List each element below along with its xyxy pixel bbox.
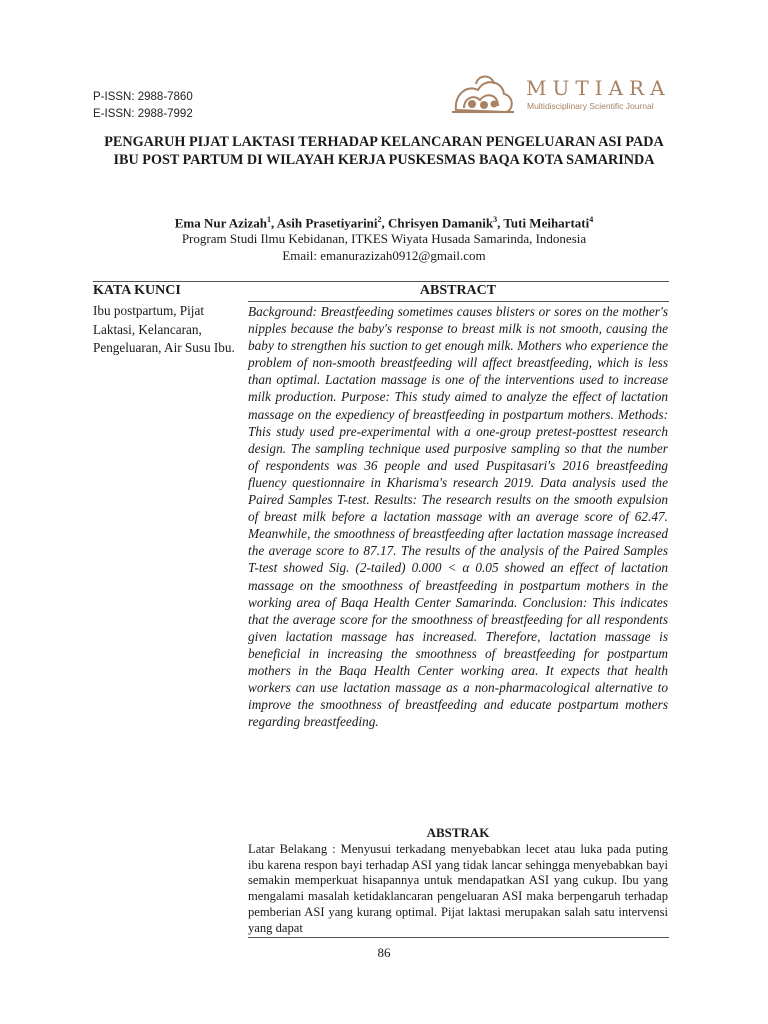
abstract-heading: ABSTRACT <box>419 283 497 298</box>
journal-subtitle: Multidisciplinary Scientific Journal <box>527 101 654 111</box>
abstrak-text: Latar Belakang : Menyusui terkadang menyebabkan lecet atau luka pada puting ibu karena respon bayi terhadap ASI yang tidak lancar sehingga menyebabkan bayi semakin memperkuat hisapannya untuk mendapatkan ASI yang cukup. Ibu yang mengalami masalah ketidaklancaran pengeluaran ASI maka berpengaruh terhadap pemberian ASI yang kurang optimal. Pijat laktasi merupakan salah satu intervensi yang dapat <box>248 842 668 935</box>
issn-block <box>93 89 193 123</box>
page-number: 86 <box>377 945 391 960</box>
author-name: Chrisyen Damanik <box>388 215 494 231</box>
author-sup: 1 <box>266 215 271 224</box>
journal-logo <box>448 70 688 118</box>
keywords-heading: KATA KUNCI <box>93 283 181 298</box>
affiliation: Program Studi Ilmu Kebidanan, ITKES Wiyata Husada Samarinda, Indonesia <box>181 231 587 246</box>
author-sup: 2 <box>377 215 382 224</box>
author-name: Ema Nur Azizah <box>174 215 267 231</box>
author-list: Ema Nur Azizah$^1$, Asih Prasetiyarini$^2$, Chrisyen Damanik$^3$, Tuti Meihartati$^4$ <box>174 215 594 231</box>
abstract-text: Background: Breastfeeding sometimes causes blisters or sores on the mother's nipples because the baby's response to breast milk is not smooth, causing the baby to strengthen his suction to get enough milk. Mothers who experience the problem of non-smooth breastfeeding will affect breastfeeding, which is less than optimal. Lactation massage is one of the interventions used to increase milk production. Purpose: This study aimed to analyze the effect of lactation massage on the expediency of breastfeeding in postpartum mothers. Methods: This study used pre-experimental with a one-group pretest-posttest research design. The sampling technique used purposive sampling so that the number of respondents was 36 people and used Puspitasari's 2016 breastfeeding fluency questionnaire in Kharisma's research 2019. Data analysis used the Paired Samples T-test. Results: The research results on the smooth expulsion of breast milk before a lactation massage with an average score of 62.47. Meanwhile, the smoothness of breastfeeding after lactation massage increased the average score to 87.17. The results of the analysis of the Paired Samples T-test showed Sig. (2-tailed) 0.000 < α 0.05 showed an effect of lactation massage on the smoothness of breastfeeding in postpartum mothers in the working area of Baqa Health Center Samarinda. Conclusion: This indicates that the average score for the smoothness of breastfeeding for all respondents given lactation massage has increased. Therefore, lactation massage is beneficial in increasing the smoothness of breastfeeding for postpartum mothers in the Baqa Health Center working area. It expects that health workers can use lactation massage as a non-pharmacological alternative to improve the smoothness of breastfeeding and educate postpartum mothers regarding breastfeeding. <box>248 304 668 730</box>
pearl-logo-icon <box>448 70 518 118</box>
author-name: Asih Prasetiyarini <box>276 215 378 231</box>
paper-title: PENGARUH PIJAT LAKTASI TERHADAP KELANCARAN PENGELUARAN ASI PADA IBU POST PARTUM DI WILAYAH KERJA PUSKESMAS BAQA KOTA SAMARINDA <box>104 134 664 168</box>
abstrak-heading: ABSTRAK <box>426 825 490 840</box>
journal-name: MUTIARA <box>526 76 671 100</box>
author-name: Tuti Meihartati <box>503 215 590 231</box>
contact-email: Email: emanurazizah0912@gmail.com <box>282 248 486 263</box>
print-issn: P-ISSN: 2988-7860 <box>93 91 193 103</box>
divider <box>93 281 669 282</box>
divider <box>248 301 669 302</box>
divider <box>248 937 669 938</box>
author-sup: 4 <box>589 215 594 224</box>
electronic-issn: E-ISSN: 2988-7992 <box>93 108 193 120</box>
keywords-text: Ibu postpartum, Pijat Laktasi, Kelancaran, Pengeluaran, Air Susu Ibu. <box>93 303 235 355</box>
author-sup: 3 <box>493 215 498 224</box>
